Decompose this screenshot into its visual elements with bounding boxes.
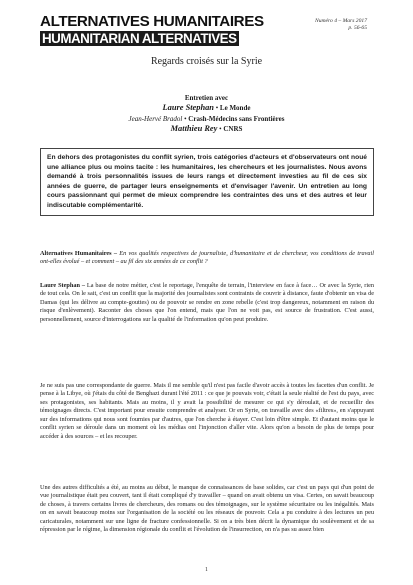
interviewee-1 <box>0 103 413 113</box>
interviewee-name: Jean-Hervé Bradol <box>128 114 183 123</box>
answer-text-1: La base de notre métier, c'est le reportage, l'enquête de terrain, l'interview en face à face… Or avec la Syrie, rien de tout cela. On le sait, c'est un conflit que la majorité des journalistes sont contraints de couvrir à distance, faute d'obtenir un visa de Damas (qui les délivre au compte-gouttes) ou de pouvoir se rendre en zone rebelle (c'est trop dangereux, notamment en raison du risque d'enlèvement). Raconter des choses que l'on entend, mais que l'on ne voit pas, est source de frustration. C'est aussi, personnellement, source d'interrogations sur la qualité de l'information qu'on peut produire. <box>40 282 375 323</box>
logo-line-english: HUMANITARIAN ALTERNATIVES <box>42 31 237 46</box>
issue-pages: p. 56-65 <box>348 25 367 32</box>
interviewee-name: Matthieu Rey <box>170 124 218 134</box>
separator-dot: • <box>215 104 219 113</box>
interviewee-affiliation: Le Monde <box>219 104 251 113</box>
interviewee-3 <box>0 124 413 134</box>
question-paragraph <box>40 250 374 267</box>
answer-paragraph-2: Je ne suis pas une correspondante de guerre. Mais il me semble qu'il n'est pas facile d'avoir accès à toutes les facettes d'un conflit. Je pense à la Libye, où j'étais du côté de Benghazi durant l'été 2011 : ce que je pouvais voir, c'était la seule réalité de l'est du pays, avec ses protagonistes, ses habitants. Mais au moins, il y avait la possibilité de mesurer ce qui s'y déroulait, et de recueillir des témoignages directs. C'est important pour ensuite comprendre et analyser. Or en Syrie, on travaille avec des «filtres», en s'appuyant sur des informations qui nous sont fournies par d'autres, que l'on cherche à étayer. C'est loin d'être simple. Et d'autant moins que le conflit syrien se déroule dans un moment où les médias ont l'injonction d'aller vite. Alors qu'on a besoin de plus de temps pour accéder à des sources – et les recouper. <box>40 382 374 440</box>
page-number: 1 <box>205 567 208 573</box>
journal-logo <box>40 14 270 48</box>
answer-speaker: Laure Stephan – <box>40 282 85 289</box>
interview-header <box>0 93 413 135</box>
logo-line-french: ALTERNATIVES HUMANITAIRES <box>40 13 264 30</box>
answer-paragraph-3: Une des autres difficultés a été, au moins au début, le manque de connaissances de base solides, car c'est un pays qui d'un point de vue journalistique était peu couvert, tant il était compliqué d'y travailler – quand on avait obtenu un visa. Certes, on savait beaucoup de choses, à travers certains livres de chercheurs, des romans ou des témoignages, sur le système sécuritaire ou les inégalités. Mais on en savait beaucoup moins sur l'organisation de la société ou les réseaux de pouvoir. Cela a pu conduire à des lectures un peu caricaturales, notamment sur une ligne de fracture confessionnelle. Si on a très bien décrit la dynamique du soulèvement et de sa répression par le régime, la dimension régionale du conflit et l'évolution de l'insurrection, on n'a pas su assez bien <box>40 484 374 534</box>
answer-paragraph-1 <box>40 282 374 324</box>
interviewee-affiliation: Crash-Médecins sans Frontières <box>188 114 285 123</box>
separator-dot: • <box>219 125 222 134</box>
issue-info <box>315 18 367 33</box>
interviewee-affiliation: CNRS <box>223 125 243 134</box>
question-text: En vos qualités respectives de journaliste, d'humanitaire et de chercheur, vos conditions de travail ont-elles évolué – et comment – au fil des six années de ce conflit ? <box>40 250 375 266</box>
article-title: Regards croisés sur la Syrie <box>150 56 263 67</box>
abstract-box: En dehors des protagonistes du conflit syrien, trois catégories d'acteurs et d'observateurs ont noué une alliance plus ou moins tacite : les humanitaires, les chercheurs et les journalistes. Nous avons demandé à trois personnalités issues de leurs rangs et directement investies au fil de ces six années de guerre, de partager leurs enseignements et d'envisager l'avenir. Un entretien au long cours passionnant qui permet de mieux comprendre les contraintes des uns et des autres et leur indiscutable complémentarité. <box>40 148 374 216</box>
issue-number: Numéro 4 – Mars 2017 <box>314 18 367 24</box>
separator-dot: • <box>184 114 187 123</box>
interviewee-2 <box>0 114 413 124</box>
interviewee-name: Laure Stephan <box>162 103 214 113</box>
question-speaker: Alternatives Humanitaires – <box>40 250 117 257</box>
interview-label: Entretien avec <box>184 94 229 102</box>
